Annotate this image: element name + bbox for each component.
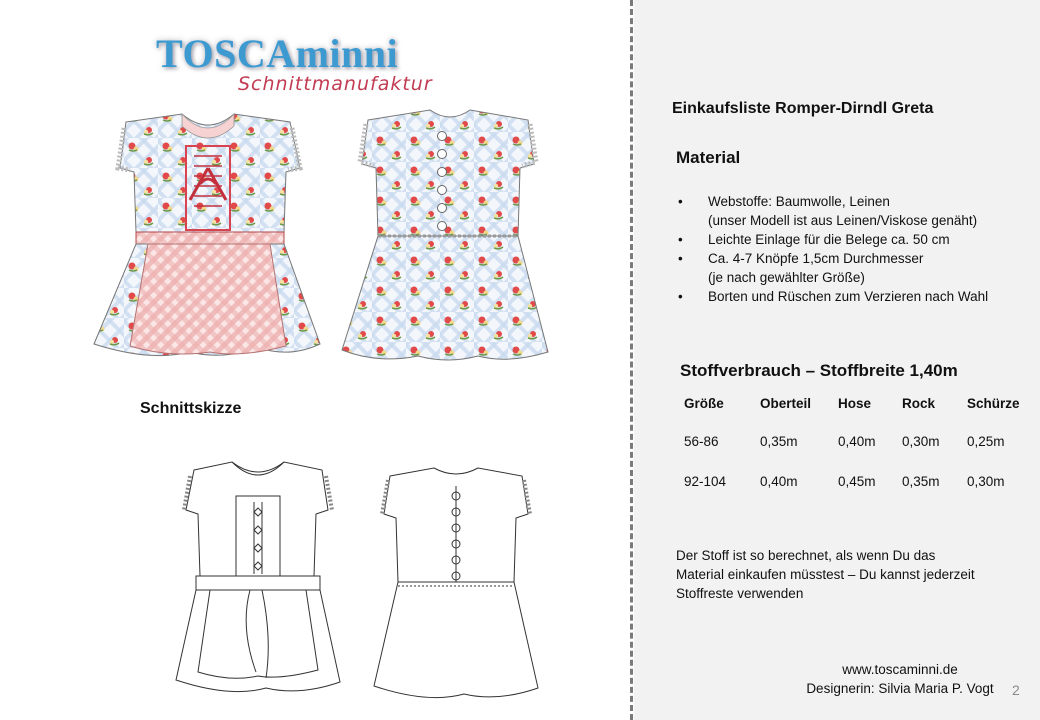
page-number: 2 (1012, 682, 1020, 698)
table-cell: 0,30m (967, 474, 1005, 489)
logo-brand: TOSCAminni (156, 31, 399, 76)
footer (800, 660, 1000, 698)
dress-back-colored-illustration (338, 102, 558, 370)
table-header: Größe (684, 396, 724, 411)
page-title: Einkaufsliste Romper-Dirndl Greta (672, 100, 934, 117)
table-cell: 0,30m (902, 434, 940, 449)
list-item: • Webstoffe: Baumwolle, Leinen (unser Modell ist aus Leinen/Viskose genäht) (678, 194, 978, 228)
table-header: Rock (902, 396, 936, 411)
table-cell: 0,35m (902, 474, 940, 489)
material-heading: Material (676, 148, 741, 167)
table-header: Hose (838, 396, 872, 411)
fabric-note: Der Stoff ist so berechnet, als wenn Du das Material einkaufen müsstest – Du kannst jederzeit Stoffreste verwenden (676, 548, 975, 601)
list-item: • Ca. 4-7 Knöpfe 1,5cm Durchmesser (je nach gewählter Größe) (678, 251, 924, 285)
table-cell: 0,40m (760, 474, 798, 489)
logo-subtitle: Schnittmanufaktur (238, 73, 433, 95)
material-list (676, 192, 1026, 306)
list-item: • Leichte Einlage für die Belege ca. 50 cm (678, 232, 950, 247)
table-header: Oberteil (760, 396, 812, 411)
logo (150, 30, 450, 100)
dress-front-colored-illustration (90, 108, 330, 370)
fabric-heading: Stoffverbrauch – Stoffbreite 1,40m (680, 361, 958, 380)
table-cell: 92-104 (684, 474, 727, 489)
website-link[interactable]: www.toscaminni.de (842, 662, 958, 677)
table-cell: 0,40m (838, 434, 876, 449)
table-cell: 0,45m (838, 474, 876, 489)
list-item: • Borten und Rüschen zum Verzieren nach Wahl (678, 289, 989, 304)
table-cell: 0,35m (760, 434, 798, 449)
dashed-divider (630, 0, 633, 720)
dress-front-line-drawing (170, 458, 346, 706)
table-cell: 0,25m (967, 434, 1005, 449)
table-header: Schürze (967, 396, 1020, 411)
dress-back-line-drawing (368, 462, 544, 708)
sketch-label: Schnittskizze (140, 400, 242, 417)
table-cell: 56-86 (684, 434, 719, 449)
designer-credit: Designerin: Silvia Maria P. Vogt (806, 681, 994, 696)
